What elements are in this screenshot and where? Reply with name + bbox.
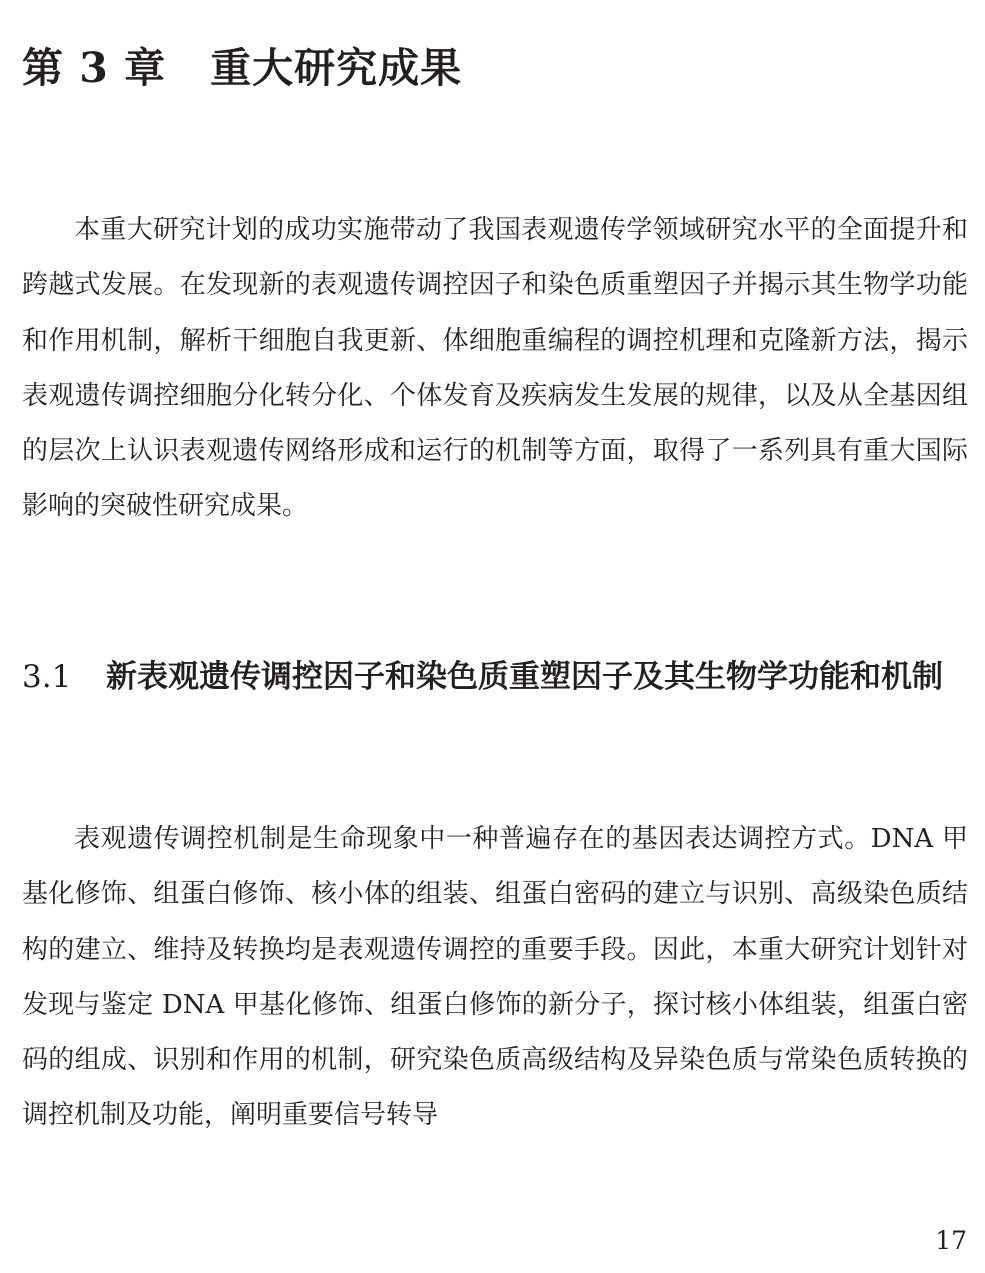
- section-heading: [22, 651, 968, 703]
- section-number: 3.1: [22, 659, 72, 695]
- chapter-name: 重大研究成果: [210, 44, 463, 92]
- chapter-title: [22, 38, 462, 98]
- body-paragraph-section: 表观遗传调控机制是生命现象中一种普遍存在的基因表达调控方式。DNA 甲基化修饰、组蛋白修饰、核小体的组装、组蛋白密码的建立与识别、高级染色质结构的建立、维持及转换均是表观遗传调控的重要手段。因此，本重大研究计划针对发现与鉴定 DNA 甲基化修饰、组蛋白修饰的新分子，探讨核小体组装，组蛋白密码的组成、识别和作用的机制，研究染色质高级结构及异染色质与常染色质转换的调控机制及功能，阐明重要信号转导: [22, 824, 968, 1131]
- section-title: 新表观遗传调控因子和染色质重塑因子及其生物学功能和机制: [106, 659, 943, 695]
- page-number: 17: [935, 1226, 967, 1255]
- chapter-number: 第 3 章: [22, 44, 167, 92]
- body-paragraph-intro: 本重大研究计划的成功实施带动了我国表观遗传学领域研究水平的全面提升和跨越式发展。在发现新的表观遗传调控因子和染色质重塑因子并揭示其生物学功能和作用机制，解析干细胞自我更新、体细胞重编程的调控机理和克隆新方法，揭示表观遗传调控细胞分化转分化、个体发育及疾病发生发展的规律，以及从全基因组的层次上认识表观遗传网络形成和运行的机制等方面，取得了一系列具有重大国际影响的突破性研究成果。: [22, 215, 968, 522]
